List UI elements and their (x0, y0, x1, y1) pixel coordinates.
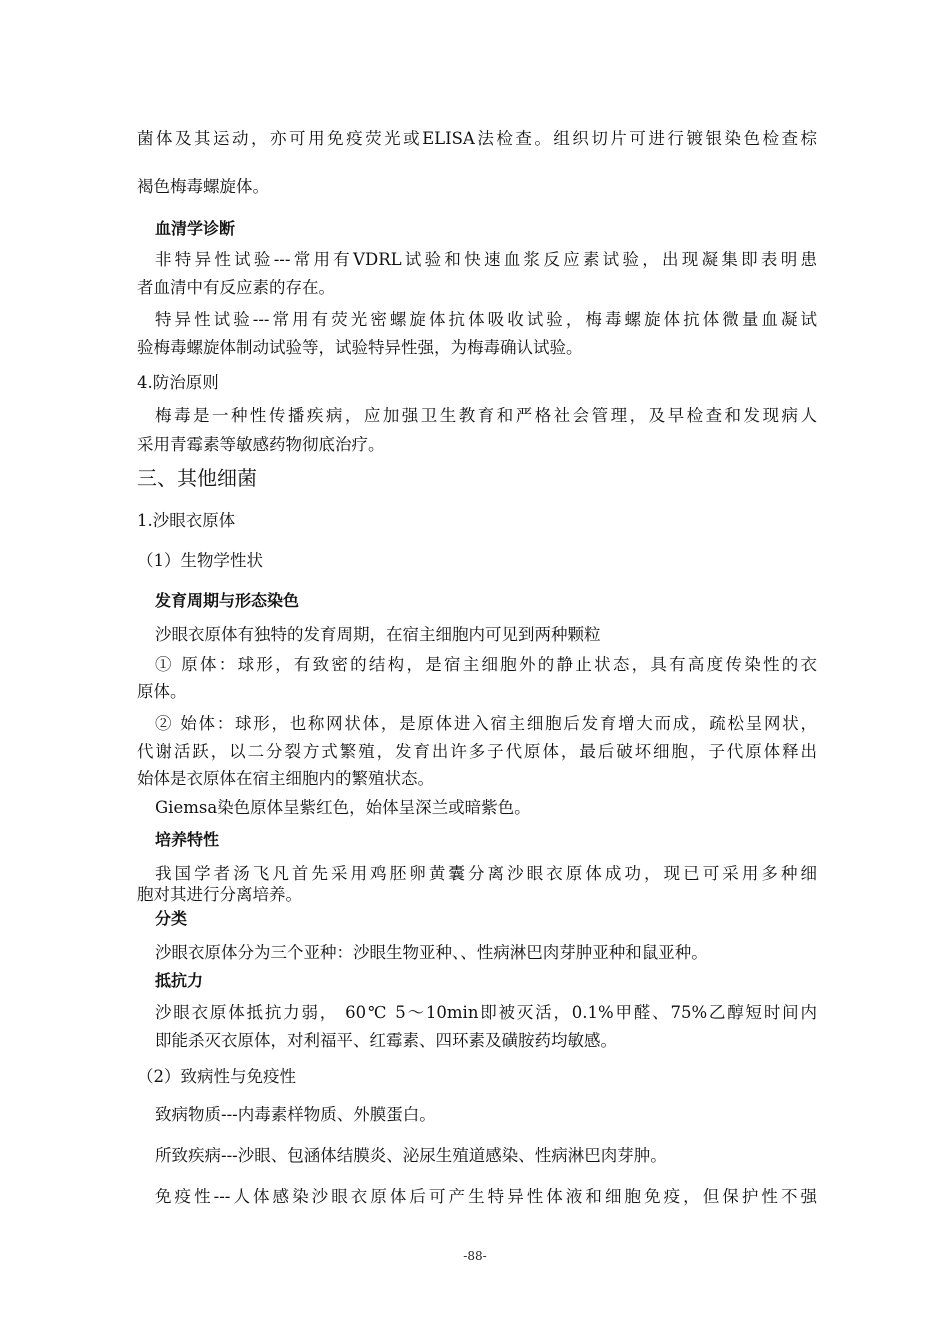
body-text-line: 原体。 (137, 682, 187, 701)
subheading-culture: 培养特性 (155, 830, 220, 849)
body-text-line: 褐色梅毒螺旋体。 (137, 177, 269, 196)
body-text-line: Giemsa染色原体呈紫红色，始体呈深兰或暗紫色。 (155, 798, 531, 817)
heading-pathogenicity: （2）致病性与免疫性 (137, 1067, 296, 1086)
body-text-line: 所致疾病---沙眼、包涵体结膜炎、泌尿生殖道感染、性病淋巴肉芽肿。 (155, 1146, 667, 1165)
heading-chlamydia: 1.沙眼衣原体 (137, 511, 236, 530)
body-text-line: 始体是衣原体在宿主细胞内的繁殖状态。 (137, 769, 434, 788)
body-text-line: 即能杀灭衣原体，对利福平、红霉素、四环素及磺胺药均敏感。 (155, 1031, 617, 1050)
body-text-line: 采用青霉素等敏感药物彻底治疗。 (137, 435, 385, 454)
page-number: -88- (463, 1249, 487, 1263)
body-text-line: 验梅毒螺旋体制动试验等，试验特异性强，为梅毒确认试验。 (137, 338, 583, 357)
body-text-line: 沙眼衣原体有独特的发育周期，在宿主细胞内可见到两种颗粒 (155, 625, 601, 644)
body-text-line: 代谢活跃，以二分裂方式繁殖，发育出许多子代原体，最后破坏细胞，子代原体释出 (137, 742, 817, 761)
subheading-resistance: 抵抗力 (155, 971, 204, 990)
heading-prevention: 4.防治原则 (137, 373, 219, 392)
body-text-line: 特异性试验---常用有荧光密螺旋体抗体吸收试验，梅毒螺旋体抗体微量血凝试 (155, 310, 817, 329)
body-text-line: 胞对其进行分离培养。 (137, 885, 302, 904)
body-text-line: 者血清中有反应素的存在。 (137, 278, 335, 297)
body-text-line: 致病物质---内毒素样物质、外膜蛋白。 (155, 1105, 436, 1124)
body-text-line: 梅毒是一种性传播疾病，应加强卫生教育和严格社会管理，及早检查和发现病人 (155, 406, 817, 425)
section-title: 三、其他细菌 (137, 466, 257, 490)
body-text-line: ① 原体：球形，有致密的结构，是宿主细胞外的静止状态，具有高度传染性的衣 (155, 655, 817, 674)
body-text-line: 沙眼衣原体分为三个亚种：沙眼生物亚种、、性病淋巴肉芽肿亚种和鼠亚种。 (155, 943, 708, 962)
body-text-line: 菌体及其运动，亦可用免疫荧光或ELISA法检查。组织切片可进行镀银染色检查棕 (137, 129, 817, 148)
body-text-line: 非特异性试验---常用有VDRL试验和快速血浆反应素试验，出现凝集即表明患 (155, 250, 817, 269)
subheading-serology: 血清学诊断 (155, 219, 236, 238)
body-text-line: 免疫性---人体感染沙眼衣原体后可产生特异性体液和细胞免疫，但保护性不强 (155, 1187, 817, 1206)
subheading-development: 发育周期与形态染色 (155, 591, 300, 610)
body-text-line: 沙眼衣原体抵抗力弱， 60℃ 5～10min即被灭活，0.1%甲醛、75%乙醇短时间内 (155, 1003, 817, 1022)
heading-biology: （1）生物学性状 (137, 551, 263, 570)
subheading-classification: 分类 (155, 909, 188, 928)
body-text-line: ② 始体：球形，也称网状体，是原体进入宿主细胞后发育增大而成，疏松呈网状， (155, 714, 817, 733)
body-text-line: 我国学者汤飞凡首先采用鸡胚卵黄囊分离沙眼衣原体成功，现已可采用多种细 (155, 864, 817, 883)
